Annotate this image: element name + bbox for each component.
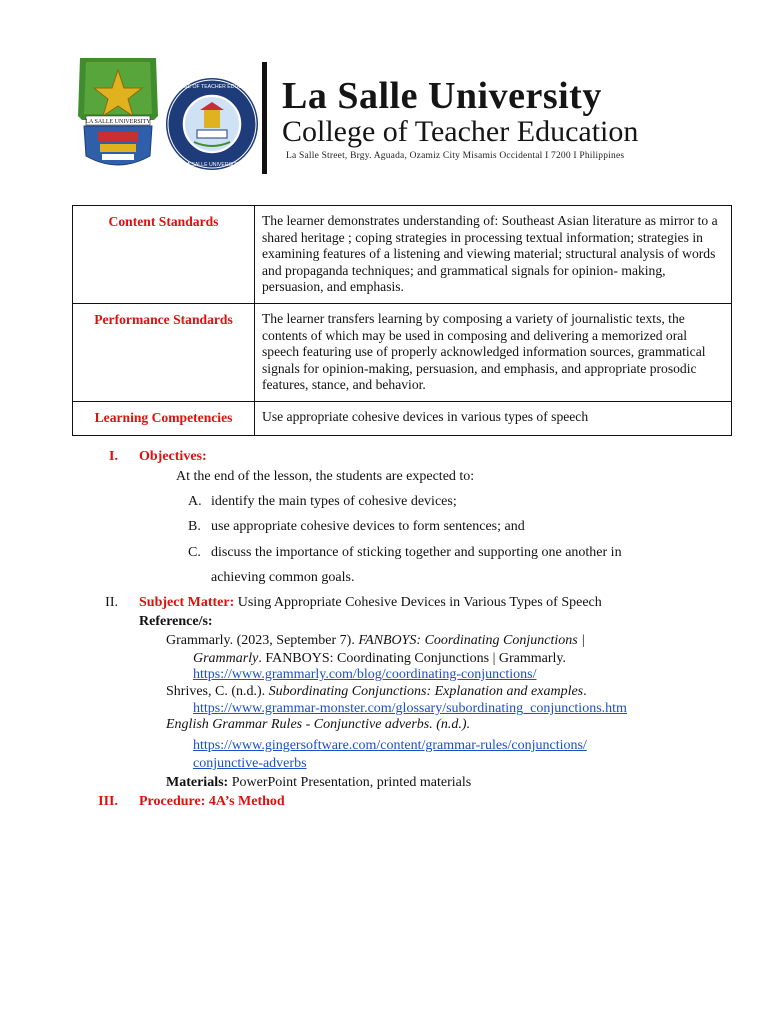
header-divider xyxy=(262,62,267,174)
objective-a-text: identify the main types of cohesive devices; xyxy=(211,494,457,509)
college-name: College of Teacher Education xyxy=(282,115,639,148)
ref-author-date: Shrives, C. (n.d.). xyxy=(166,684,269,699)
svg-text:LA SALLE UNIVERSITY: LA SALLE UNIVERSITY xyxy=(183,162,241,168)
reference-ginger xyxy=(166,716,470,733)
subject-matter-text: Using Appropriate Cohesive Devices in Various Types of Speech xyxy=(237,595,602,610)
objectives-intro: At the end of the lesson, the students are expected to: xyxy=(176,469,475,484)
content-standards-text: The learner demonstrates understanding of: Southeast Asian literature as mirror to a shared heritage ; coping strategies in processing textual information; strategies in examining features of a listening and viewing material; structural analysis of words and propaganda techniques; and grammatical signals for opinion- making, persuasion, and emphasis. xyxy=(255,206,732,304)
ref-title: FANBOYS: Coordinating Conjunctions | xyxy=(358,633,586,648)
subject-matter-line xyxy=(139,594,602,611)
svg-text:COLLEGE OF TEACHER EDUCATION: COLLEGE OF TEACHER EDUCATION xyxy=(166,84,258,90)
objective-c-letter: C. xyxy=(188,545,201,560)
content-standards-label: Content Standards xyxy=(73,206,255,304)
table-row xyxy=(73,401,732,435)
materials-text: PowerPoint Presentation, printed materials xyxy=(231,775,472,790)
reference-grammarly-cont xyxy=(193,650,566,667)
university-name: La Salle University xyxy=(282,75,602,117)
objectives-heading: Objectives: xyxy=(139,449,207,464)
references-label: Reference/s: xyxy=(139,614,213,629)
grammarly-link[interactable]: https://www.grammarly.com/blog/coordinating-conjunctions/ xyxy=(193,667,537,682)
reference-grammarly xyxy=(166,632,585,649)
ref-period: . xyxy=(583,684,587,699)
learning-competencies-text: Use appropriate cohesive devices in various types of speech xyxy=(255,401,732,435)
materials-label: Materials: xyxy=(166,775,229,790)
objective-c-text-cont: achieving common goals. xyxy=(211,570,355,585)
ref-author-date: Grammarly. (2023, September 7). xyxy=(166,633,359,648)
objectives-number: I. xyxy=(109,449,118,464)
ginger-link-cont[interactable]: conjunctive-adverbs xyxy=(193,756,307,771)
table-row xyxy=(73,206,732,304)
la-salle-university-logo xyxy=(76,56,160,174)
ref-title: English Grammar Rules - Conjunctive adverbs. (n.d.). xyxy=(166,717,471,732)
ref-source: . FANBOYS: Coordinating Conjunctions | Grammarly. xyxy=(258,651,567,666)
subject-matter-number: II. xyxy=(105,595,118,610)
procedure-heading: Procedure: 4A’s Method xyxy=(139,794,285,809)
learning-competencies-label: Learning Competencies xyxy=(73,401,255,435)
objective-a-letter: A. xyxy=(188,494,202,509)
table-row xyxy=(73,303,732,401)
objective-c-text: discuss the importance of sticking together and supporting one another in xyxy=(211,545,622,560)
subject-matter-heading: Subject Matter: xyxy=(139,595,235,610)
ginger-link[interactable]: https://www.gingersoftware.com/content/grammar-rules/conjunctions/ xyxy=(193,738,587,753)
university-address: La Salle Street, Brgy. Aguada, Ozamiz City Misamis Occidental I 7200 I Philippines xyxy=(286,151,625,161)
grammar-monster-link[interactable]: https://www.grammar-monster.com/glossary/subordinating_conjunctions.htm xyxy=(193,701,627,716)
ref-title-cont: Grammarly xyxy=(193,651,259,666)
performance-standards-label: Performance Standards xyxy=(73,303,255,401)
svg-text:LA SALLE UNIVERSITY: LA SALLE UNIVERSITY xyxy=(85,119,151,125)
procedure-number: III. xyxy=(98,794,118,809)
objective-b-letter: B. xyxy=(188,519,201,534)
standards-table xyxy=(72,205,732,436)
ref-title: Subordinating Conjunctions: Explanation and examples xyxy=(268,684,584,699)
college-of-teacher-education-seal xyxy=(164,76,260,172)
objective-b-text: use appropriate cohesive devices to form sentences; and xyxy=(211,519,525,534)
performance-standards-text: The learner transfers learning by composing a variety of journalistic texts, the contents of which may be used in composing and delivering a memorized oral speech featuring use of properly acknowledged information sources, grammatical signals for opinion-making, persuasion, and emphasis, and appropriate prosodic features, stance, and behavior. xyxy=(255,303,732,401)
reference-grammar-monster xyxy=(166,683,587,700)
materials-line xyxy=(166,774,471,791)
